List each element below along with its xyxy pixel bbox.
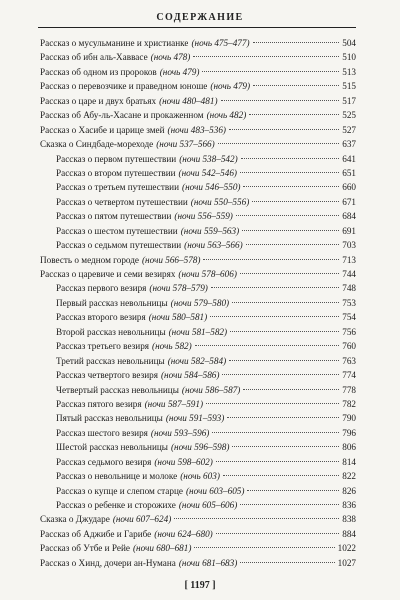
toc-entry: [40, 36, 356, 50]
toc-entry-page: 782: [342, 398, 356, 409]
toc-entry-page: 760: [342, 341, 356, 352]
toc-entry-title: Рассказ второго везиря: [56, 312, 146, 323]
toc-entry-page: 806: [342, 442, 356, 453]
toc-entry-title: Рассказ об Абу-ль-Хасане и прокаженном: [40, 110, 204, 121]
toc-entry-title: Рассказ седьмого везиря: [56, 456, 152, 467]
dot-leader: [211, 287, 339, 288]
dot-leader: [243, 389, 339, 390]
toc-entry-page: 1022: [337, 543, 356, 554]
toc-entry-nights: (ночи 593–596): [150, 427, 210, 438]
toc-entry-nights: (ночи 566–578): [142, 254, 201, 265]
dot-leader: [247, 490, 339, 491]
toc-entry-page: 517: [342, 95, 356, 106]
dot-leader: [229, 360, 339, 361]
toc-entry-nights: (ночь 479): [159, 66, 200, 77]
dot-leader: [206, 403, 339, 404]
toc-entry-page: 504: [342, 38, 356, 48]
toc-entry-nights: (ночи 603–605): [185, 485, 245, 496]
toc-entry-nights: (ночи 559–563): [180, 225, 240, 236]
toc-entry: [40, 123, 356, 137]
toc-entry-nights: (ночи 584–586): [160, 370, 220, 381]
toc-entry-title: Рассказ шестого везиря: [56, 427, 148, 438]
toc-entry-nights: (ночи 563–566): [184, 240, 243, 251]
toc-entry-nights: (ночь 479): [210, 81, 251, 92]
toc-entry-title: Сказка о Джударе: [40, 514, 110, 525]
toc-entry: [40, 426, 356, 440]
page-number: [ 1197 ]: [184, 580, 216, 591]
toc-entry-title: Четвертый рассказ невольницы: [56, 384, 179, 395]
toc-entry-title: Рассказ о пятом путешествии: [56, 211, 172, 222]
toc-entry-page: 778: [342, 384, 356, 395]
toc-entry-page: 884: [342, 528, 356, 539]
toc-entry-title: Рассказ об ибн аль-Хаввасе: [40, 52, 148, 63]
toc-entry-nights: (ночи 587–591): [144, 398, 204, 409]
toc-entry-nights: (ночи 681–683): [178, 557, 238, 568]
toc-entry-page: 527: [342, 124, 356, 135]
toc-entry-page: 684: [342, 211, 356, 222]
toc-entry-page: 1027: [337, 557, 356, 568]
toc-entry-page: 774: [342, 370, 356, 381]
toc-entry-title: Рассказ о купце и слепом старце: [56, 485, 183, 496]
toc-entry: [40, 512, 356, 526]
toc-entry-title: Пятый рассказ невольницы: [56, 413, 163, 424]
toc-entry-title: Рассказ третьего везиря: [56, 341, 150, 352]
toc-entry-nights: (ночи 480–481): [159, 95, 218, 106]
toc-entry: [40, 79, 356, 93]
toc-entry-nights: (ночи 556–559): [174, 211, 233, 222]
toc-entry: [40, 484, 356, 498]
toc-entry-nights: (ночи 538–542): [179, 153, 238, 164]
toc-entry: [40, 440, 356, 454]
toc-entry-nights: (ночи 596–598): [170, 442, 230, 453]
toc-entry: [40, 195, 356, 209]
toc-entry-title: Второй рассказ невольницы: [56, 326, 166, 337]
toc-entry: [40, 325, 356, 339]
toc-entry-page: 637: [342, 139, 356, 150]
toc-entry-page: 754: [342, 312, 356, 323]
dot-leader: [241, 158, 340, 159]
toc-entry-nights: (ночи 537–566): [156, 139, 215, 150]
toc-entry-page: 814: [342, 456, 356, 467]
toc-entry: [40, 541, 356, 555]
toc-entry-nights: (ночи 483–536): [167, 124, 226, 135]
toc-entry: [40, 354, 356, 368]
dot-leader: [218, 143, 340, 144]
toc-entry-title: Повесть о медном городе: [40, 254, 139, 265]
toc-entry-nights: (ночи 578–579): [149, 283, 208, 294]
toc-entry-page: 641: [342, 153, 356, 164]
toc-entry-nights: (ночи 680–681): [132, 543, 192, 554]
toc-entry-title: Первый рассказ невольницы: [56, 297, 168, 308]
toc-entry-nights: (ночи 542–546): [178, 167, 237, 178]
toc-entry: [40, 368, 356, 382]
toc-entry: [40, 166, 356, 180]
toc-entry-page: 513: [342, 66, 356, 77]
dot-leader: [212, 432, 339, 433]
toc-entry-title: Рассказ о Хинд, дочери ан-Нумана: [40, 557, 176, 568]
toc-entry-page: 660: [342, 182, 356, 193]
toc-entry-nights: (ночи 578–606): [178, 269, 237, 279]
toc-entry-title: Рассказ четвертого везиря: [56, 370, 158, 381]
toc-entry-nights: (ночи 580–581): [148, 312, 208, 323]
dot-leader: [194, 547, 334, 548]
toc-entry-title: Рассказ о мусульманине и христианке: [40, 38, 189, 48]
toc-entry: [40, 339, 356, 353]
toc-entry-title: Рассказ о втором путешествии: [56, 167, 176, 178]
toc-entry-nights: (ночи 605–606): [178, 500, 238, 510]
toc-entry-title: Рассказ о четвертом путешествии: [56, 196, 188, 207]
dot-leader: [230, 331, 339, 332]
table-of-contents: [40, 36, 356, 570]
toc-entry-nights: (ночи 586–587): [181, 384, 241, 395]
toc-entry-title: Шестой рассказ невольницы: [56, 442, 168, 453]
toc-entry-nights: (ночь 582): [152, 341, 192, 352]
toc-entry-page: 826: [342, 485, 356, 496]
toc-entry: [40, 224, 356, 238]
toc-entry: [40, 238, 356, 252]
toc-entry-page: 671: [342, 196, 356, 207]
dot-leader: [243, 186, 339, 187]
toc-entry-page: 796: [342, 427, 356, 438]
toc-entry-nights: (ночи 546–550): [182, 182, 241, 193]
toc-entry-title: Рассказ о седьмом путешествии: [56, 240, 182, 251]
toc-entry-page: 515: [342, 81, 356, 92]
dot-leader: [216, 461, 339, 462]
toc-entry-title: Рассказ о перевозчике и праведном юноше: [40, 81, 208, 92]
toc-entry-nights: (ночи 598–602): [154, 456, 213, 467]
toc-entry-nights: (ночи 550–556): [190, 196, 250, 207]
toc-entry-title: Рассказ о шестом путешествии: [56, 225, 178, 236]
dot-leader: [240, 562, 334, 563]
dot-leader: [202, 71, 339, 72]
dot-leader: [221, 100, 340, 101]
dot-leader: [216, 533, 339, 534]
dot-leader: [232, 302, 339, 303]
toc-entry-nights: (ночи 579–580): [170, 297, 230, 308]
toc-entry-nights: (ночи 624–680): [154, 528, 213, 539]
toc-entry-page: 713: [342, 254, 356, 265]
toc-entry-title: Рассказ об Утбе и Рейе: [40, 543, 130, 554]
toc-entry: [40, 65, 356, 79]
toc-entry: [40, 209, 356, 223]
toc-entry: [40, 498, 356, 512]
dot-leader: [193, 56, 339, 57]
toc-entry-page: 748: [342, 283, 356, 294]
dot-leader: [246, 244, 340, 245]
toc-entry-nights: (ночь 475–477): [191, 38, 250, 48]
toc-entry-nights: (ночи 582–584): [167, 355, 227, 366]
toc-entry-nights: (ночь 482): [206, 110, 247, 121]
toc-entry-page: 790: [342, 413, 356, 424]
toc-entry-page: 703: [342, 240, 356, 251]
toc-entry-title: Рассказ о царевиче и семи везирях: [40, 269, 176, 279]
toc-entry-title: Рассказ об Аджибе и Гарибе: [40, 528, 152, 539]
dot-leader: [253, 42, 340, 43]
toc-entry-page: 838: [342, 514, 356, 525]
dot-leader: [210, 316, 339, 317]
header-rule: [38, 27, 356, 28]
toc-entry: [40, 455, 356, 469]
dot-leader: [236, 215, 339, 216]
toc-entry: [40, 556, 356, 570]
toc-entry-title: Сказка о Синдбаде-мореходе: [40, 139, 154, 150]
toc-entry-nights: (ночи 591–593): [165, 413, 225, 424]
toc-entry: [40, 137, 356, 151]
toc-entry-title: Рассказ о невольнице и молоке: [56, 471, 178, 482]
dot-leader: [229, 129, 339, 130]
toc-entry-title: Рассказ о первом путешествии: [56, 153, 177, 164]
toc-entry-page: 753: [342, 297, 356, 308]
toc-entry-nights: (ночь 478): [150, 52, 191, 63]
dot-leader: [222, 374, 339, 375]
toc-entry: [40, 527, 356, 541]
toc-entry-page: 510: [342, 52, 356, 63]
toc-entry-page: 525: [342, 110, 356, 121]
page-header: СОДЕРЖАНИЕ: [156, 12, 244, 23]
dot-leader: [253, 85, 339, 86]
dot-leader: [240, 504, 339, 505]
toc-entry: [40, 180, 356, 194]
dot-leader: [223, 475, 339, 476]
dot-leader: [227, 417, 339, 418]
toc-entry: [40, 94, 356, 108]
toc-entry: [40, 267, 356, 281]
toc-entry: [40, 383, 356, 397]
dot-leader: [203, 259, 339, 260]
toc-entry: [40, 152, 356, 166]
toc-entry-page: 756: [342, 326, 356, 337]
toc-entry-page: 822: [342, 471, 356, 482]
dot-leader: [174, 518, 339, 519]
toc-entry-nights: (ночь 603): [180, 471, 220, 482]
dot-leader: [242, 230, 339, 231]
toc-entry: [40, 411, 356, 425]
toc-entry-title: Рассказ о ребенке и сторожихе: [56, 500, 176, 510]
toc-entry: [40, 281, 356, 295]
toc-entry-page: 691: [342, 225, 356, 236]
toc-entry: [40, 469, 356, 483]
toc-entry-title: Рассказ первого везиря: [56, 283, 147, 294]
toc-entry: [40, 296, 356, 310]
dot-leader: [252, 201, 339, 202]
dot-leader: [240, 172, 339, 173]
toc-entry-page: 744: [342, 269, 356, 279]
toc-entry-title: Рассказ об одном из пророков: [40, 66, 157, 77]
toc-entry-page: 651: [342, 167, 356, 178]
toc-entry: [40, 253, 356, 267]
toc-entry-nights: (ночи 607–624): [112, 514, 172, 525]
dot-leader: [195, 345, 340, 346]
toc-entry: [40, 397, 356, 411]
toc-entry-title: Рассказ о царе и двух братьях: [40, 95, 157, 106]
toc-entry-page: 836: [342, 500, 356, 510]
toc-entry-page: 763: [342, 355, 356, 366]
dot-leader: [249, 114, 339, 115]
toc-entry-title: Рассказ о Хасибе и царице змей: [40, 124, 165, 135]
toc-entry: [40, 310, 356, 324]
toc-entry-title: Третий рассказ невольницы: [56, 355, 165, 366]
toc-entry-title: Рассказ о третьем путешествии: [56, 182, 180, 193]
dot-leader: [232, 446, 339, 447]
dot-leader: [240, 273, 339, 274]
toc-entry-nights: (ночи 581–582): [168, 326, 228, 337]
toc-entry: [40, 108, 356, 122]
toc-entry: [40, 50, 356, 64]
toc-entry-title: Рассказ пятого везиря: [56, 398, 142, 409]
